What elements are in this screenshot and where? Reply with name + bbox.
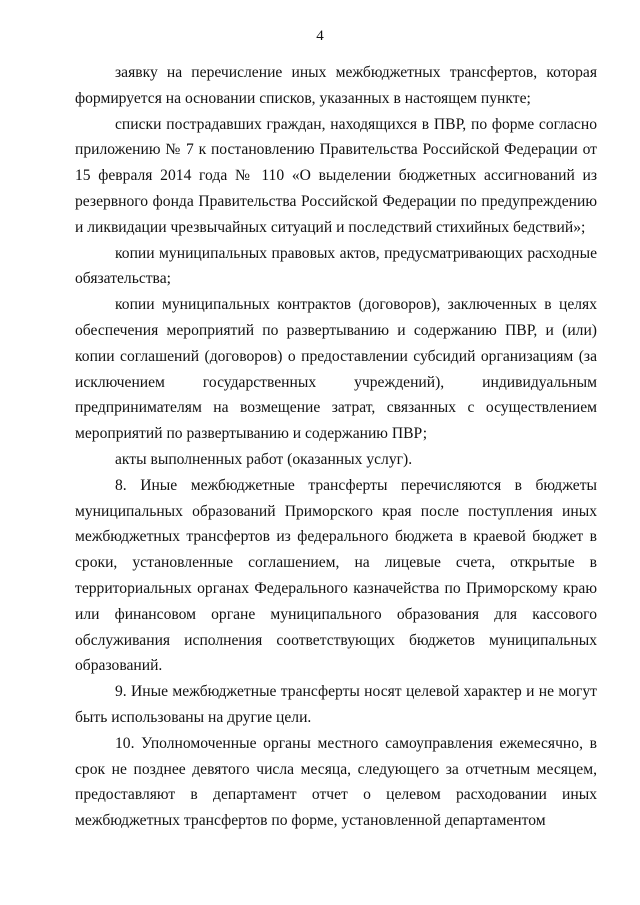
paragraph-victims-lists: списки пострадавших граждан, находящихся в ПВР, по форме согласно приложению № 7 к постановлению Правительства Российской Федерации от 15 февраля 2014 года № 110 «О выделении бюджетных ассигнований из резервного фонда Правительства Российской Федерации по предупреждению и ликвидации чрезвычайных ситуаций и последствий стихийных бедствий»; xyxy=(75,115,597,236)
paragraph-item-9: 9. Иные межбюджетные трансферты носят целевой характер и не могут быть использованы на другие цели. xyxy=(75,683,597,726)
document-body xyxy=(75,60,597,834)
paragraph-work-acts: акты выполненных работ (оказанных услуг). xyxy=(115,450,413,468)
paragraph-item-10: 10. Уполномоченные органы местного самоуправления ежемесячно, в срок не позднее девятого числа месяца, следующего за отчетным месяцем, предоставляют в департамент отчет о целевом расходовании иных межбюджетных трансфертов по форме, установленной департаментом xyxy=(75,734,597,830)
page-number: 4 xyxy=(316,28,324,44)
paragraph-municipal-contracts: копии муниципальных контрактов (договоров), заключенных в целях обеспечения мероприятий по развертыванию и содержанию ПВР, и (или) копии соглашений (договоров) о предоставлении субсидий организациям (за исключением государственных учреждений), индивидуальным предпринимателям на возмещение затрат, связанных с осуществлением мероприятий по развертыванию и содержанию ПВР; xyxy=(75,296,597,443)
paragraph-municipal-acts: копии муниципальных правовых актов, предусматривающих расходные обязательства; xyxy=(75,244,597,288)
paragraph-item-8: 8. Иные межбюджетные трансферты перечисляются в бюджеты муниципальных образований Приморского края после поступления иных межбюджетных трансфертов из федерального бюджета в краевой бюджет в сроки, установленные соглашением, на лицевые счета, открытые в территориальных органах Федерального казначейства по Приморскому краю или финансовом органе муниципального образования для кассового обслуживания исполнения соответствующих бюджетов муниципальных образований. xyxy=(75,476,597,675)
paragraph-application-request: заявку на перечисление иных межбюджетных трансфертов, которая формируется на основании списков, указанных в настоящем пункте; xyxy=(75,64,597,107)
